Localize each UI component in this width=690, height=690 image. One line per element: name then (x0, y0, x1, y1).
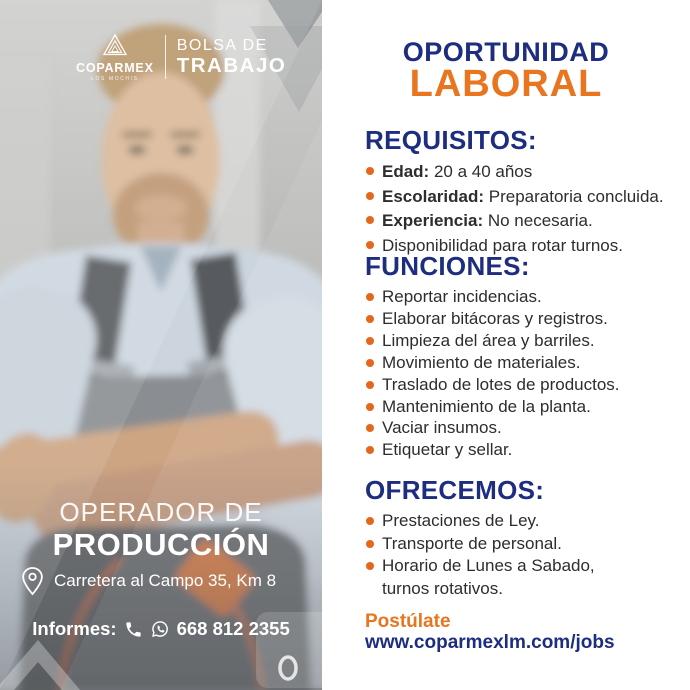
job-title-line1: OPERADOR DE (59, 497, 263, 527)
location-row (20, 566, 276, 596)
ofrecemos-item: Horario de Lunes a Sabado, turnos rotativos. (382, 555, 673, 600)
requisito-item: Disponibilidad para rotar turnos. (382, 234, 673, 259)
logo-block (76, 33, 154, 82)
section-ofrecemos (365, 477, 673, 600)
funciones-heading: FUNCIONES: (365, 251, 530, 281)
logo-name: COPARMEX (76, 61, 154, 75)
requisito-item: Experiencia: No necesaria. (382, 209, 673, 234)
funcion-item: Limpieza del área y barriles. (382, 330, 673, 352)
requisito-item: Edad: 20 a 40 años (382, 160, 673, 185)
job-title-line2: PRODUCCIÓN (52, 527, 270, 562)
requisitos-heading: REQUISITOS: (365, 125, 537, 155)
page-title-line1: OPORTUNIDAD (402, 37, 610, 67)
jobs-url-link[interactable]: www.coparmexlm.com/jobs (365, 632, 615, 653)
worker-photo (0, 0, 322, 690)
ofrecemos-heading: OFRECEMOS: (365, 475, 545, 505)
coparmex-emblem-icon (102, 33, 128, 59)
page-title-line2: LABORAL (409, 63, 603, 105)
coparmex-logo (76, 33, 286, 82)
job-title (0, 499, 322, 560)
ofrecemos-item: Prestaciones de Ley. (382, 510, 673, 533)
contact-label: Informes: (32, 618, 117, 639)
funcion-item: Reportar incidencias. (382, 286, 673, 308)
location-text: Carretera al Campo 35, Km 8 (54, 571, 277, 590)
funcion-item: Etiquetar y sellar. (382, 439, 673, 461)
requisito-item: Escolaridad: Preparatoria concluida. (382, 185, 673, 210)
apply-cta (365, 611, 615, 653)
phone-icon (124, 620, 143, 639)
funcion-item: Elaborar bitácoras y registros. (382, 308, 673, 330)
funciones-list (365, 286, 673, 461)
funcion-item: Movimiento de materiales. (382, 352, 673, 374)
funcion-item: Mantenimiento de la planta. (382, 396, 673, 418)
contact-row[interactable] (0, 618, 322, 640)
ofrecemos-list (365, 510, 673, 600)
contact-phone[interactable]: 668 812 2355 (176, 618, 290, 639)
funcion-item: Traslado de lotes de productos. (382, 374, 673, 396)
location-pin-icon (20, 566, 45, 596)
requisitos-list (365, 160, 673, 258)
tagline-line2: TRABAJO (176, 53, 287, 77)
section-requisitos (365, 127, 673, 258)
logo-divider (165, 35, 166, 79)
tagline-line1: BOLSA DE (176, 37, 268, 55)
ofrecemos-item: Transporte de personal. (382, 533, 673, 556)
bolsa-de-trabajo-tagline (177, 38, 287, 76)
whatsapp-icon (150, 619, 170, 639)
cta-label: Postúlate (365, 611, 451, 632)
page-title (322, 39, 690, 103)
logo-subtitle: LOS MOCHIS (91, 75, 139, 82)
funcion-item: Vaciar insumos. (382, 417, 673, 439)
section-funciones (365, 253, 673, 461)
